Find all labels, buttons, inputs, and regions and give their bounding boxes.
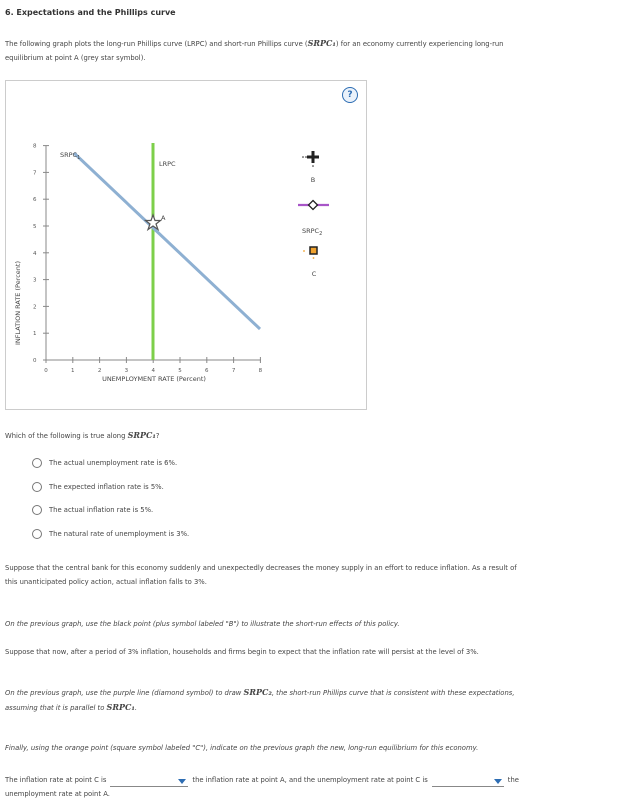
- x-tick-label: 4: [151, 368, 155, 374]
- radio-option-4-label: The natural rate of unemployment is 3%.: [49, 530, 190, 538]
- srpc1-line: [74, 153, 260, 329]
- q1-prompt-text: Which of the following is true along: [5, 432, 128, 440]
- policy-line1: Suppose that the central bank for this economy suddenly and unexpectedly decreases the money supply in an effort to reduce inflation. As a result of: [5, 564, 517, 572]
- purple-math2: SRPC₁: [106, 702, 135, 712]
- radio-option-1-label: The actual unemployment rate is 6%.: [49, 459, 178, 467]
- fill-in-sentence: [5, 773, 627, 801]
- radio-icon[interactable]: [32, 482, 42, 492]
- radio-icon[interactable]: [32, 458, 42, 468]
- y-tick-label: 8: [33, 143, 37, 150]
- purple-part1: On the previous graph, use the purple line (diamond symbol) to draw: [5, 689, 244, 697]
- phillips-graph: [6, 81, 366, 409]
- fill-line2: unemployment rate at point A.: [5, 790, 110, 798]
- x-tick-label: 2: [97, 368, 102, 374]
- policy-line2: this unanticipated policy action, actual inflation falls to 3%.: [5, 578, 207, 586]
- intro-text: [5, 36, 625, 65]
- srpc1-label: $SRPC_1$: [60, 151, 81, 161]
- radio-icon[interactable]: [32, 529, 42, 539]
- fill-part2: the inflation rate at point A, and the unemployment rate at point C is: [192, 776, 428, 784]
- inflation-comparison-dropdown[interactable]: [110, 777, 188, 787]
- radio-icon[interactable]: [32, 505, 42, 515]
- srpc2-label: $SRPC_2$: [302, 227, 323, 237]
- srpc2-line-tool[interactable]: [298, 201, 329, 210]
- intro-part1: The following graph plots the long-run Phillips curve (LRPC) and short-run Phillips curve (: [5, 40, 308, 48]
- q1-prompt-math: SRPC₁: [127, 430, 156, 440]
- unemployment-comparison-dropdown[interactable]: [432, 777, 504, 787]
- page-title: 6. Expectations and the Phillips curve: [5, 8, 176, 17]
- y-tick-label: 2: [33, 304, 37, 311]
- expectations-paragraph: Suppose that now, after a period of 3% inflation, households and firms begin to expect that the inflation rate will persist at the level of 3%.: [5, 648, 479, 656]
- dropdown-caret-icon: [178, 779, 186, 784]
- intro-line2: equilibrium at point A (grey star symbol).: [5, 54, 146, 62]
- instruction-point-c: Finally, using the orange point (square symbol labeled "C"), indicate on the previous graph the new, long-run equilibrium for this economy.: [5, 744, 479, 752]
- radio-option-1[interactable]: [32, 458, 177, 468]
- lrpc-label: LRPC: [159, 160, 176, 168]
- y-tick-label: 0: [33, 358, 37, 364]
- purple-line2-end: .: [134, 704, 138, 712]
- policy-paragraph: [5, 561, 627, 589]
- y-axis-title: INFLATION RATE (Percent): [14, 260, 22, 346]
- instruction-point-b: On the previous graph, use the black point (plus symbol labeled "B") to illustrate the short-run effects of this policy.: [5, 620, 400, 628]
- radio-option-2-label: The expected inflation rate is 5%.: [49, 483, 164, 491]
- point-b-plus-tool[interactable]: [302, 151, 319, 167]
- x-tick-label: 7: [231, 368, 236, 374]
- x-tick-label: 8: [258, 368, 263, 374]
- intro-srpc1: SRPC₁: [307, 38, 336, 48]
- radio-option-3[interactable]: [32, 505, 153, 515]
- point-b-label: B: [310, 176, 316, 184]
- y-tick-label: 5: [33, 224, 37, 230]
- y-tick-label: 7: [33, 170, 37, 177]
- x-axis-title: UNEMPLOYMENT RATE (Percent): [102, 375, 206, 383]
- y-tick-label: 3: [33, 277, 37, 284]
- x-tick-label: 0: [44, 368, 48, 374]
- intro-part2: ) for an economy currently experiencing long-run: [335, 40, 504, 48]
- question1-prompt: [5, 428, 159, 443]
- q1-prompt-end: ?: [155, 432, 160, 440]
- instruction-purple-line: [5, 685, 627, 715]
- dropdown-caret-icon: [494, 779, 502, 784]
- radio-option-2[interactable]: [32, 482, 164, 492]
- purple-part2: , the short-run Phillips curve that is consistent with these expectations,: [271, 689, 515, 697]
- radio-option-4[interactable]: [32, 529, 189, 539]
- y-tick-label: 1: [33, 331, 37, 338]
- radio-option-3-label: The actual inflation rate is 5%.: [49, 506, 154, 514]
- purple-line2: assuming that it is parallel to: [5, 704, 107, 712]
- x-tick-label: 5: [178, 368, 182, 374]
- point-a-label: A: [161, 214, 166, 222]
- point-c-label: C: [311, 270, 317, 278]
- x-tick-label: 3: [124, 368, 129, 374]
- x-tick-label: 6: [205, 368, 209, 374]
- help-icon[interactable]: ?: [342, 87, 358, 103]
- fill-part3: the: [507, 776, 519, 784]
- point-c-square-tool[interactable]: [303, 247, 317, 259]
- y-ticks: [33, 144, 49, 364]
- fill-part1: The inflation rate at point C is: [5, 776, 107, 784]
- purple-math: SRPC₂: [243, 687, 272, 697]
- graph-panel: [5, 80, 367, 410]
- x-tick-label: 1: [71, 368, 75, 374]
- y-tick-label: 6: [33, 197, 37, 204]
- y-tick-label: 4: [33, 250, 37, 257]
